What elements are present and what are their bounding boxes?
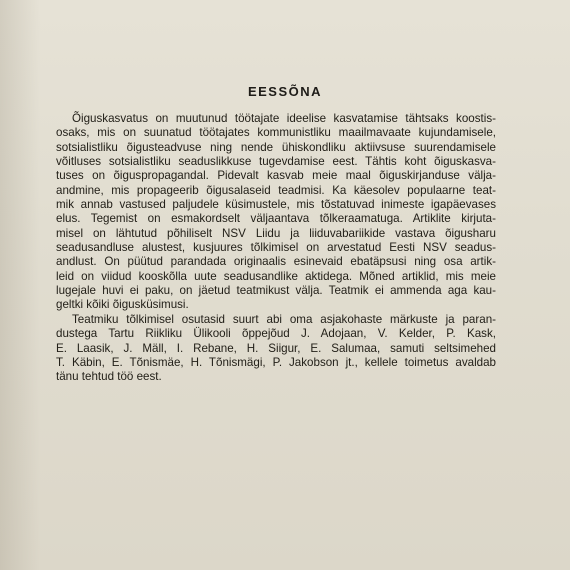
text-line: lugejale huvi ei paku, on jäetud teatmikust välja. Teatmik ei ammenda aga kau- <box>56 284 496 298</box>
text-line: E. Laasik, J. Mäll, I. Rebane, H. Siigur, E. Salumaa, samuti seltsimehed <box>56 341 496 355</box>
text-line: võitluses sotsialistliku seaduslikkuse tugevdamise eest. Tähtis koht õiguskasva- <box>56 155 496 169</box>
text-line: andmine, mis propageerib õigusalaseid teadmisi. Ka käesolev populaarne teat- <box>56 183 496 197</box>
text-line: leid on viidud kooskõlla uute seadusandlike aktidega. Mõned artiklid, mis meie <box>56 269 496 283</box>
text-line: elus. Tegemist on esmakordselt väljaantava tõlkeraamatuga. Artiklite kirjuta- <box>56 212 496 226</box>
text-line: geltki kõiki õigusküsimusi. <box>56 298 189 312</box>
text-line: tuses on õiguspropagandal. Pidevalt kasvab meie maal õiguskirjanduse välja- <box>56 169 496 183</box>
text-line: mik annab vastused paljudele küsimustele, mis tõstatuvad inimeste igapäevases <box>56 198 496 212</box>
text-line: T. Käbin, E. Tõnismäe, H. Tõnismägi, P. Jakobson jt., kellele toimetus avaldab <box>56 355 496 369</box>
text-line: sotsialistliku õigusteadvuse ning nende ühiskondliku aktiivsuse suurendamisele <box>56 140 496 154</box>
paragraph-2 <box>56 313 496 385</box>
text-line: Õiguskasvatus on muutunud töötajate ideelise kasvatamise tähtsaks koostis- <box>72 112 496 125</box>
page-title: EESSÕNA <box>247 84 323 99</box>
text-line: Teatmiku tõlkimisel osutasid suurt abi oma asjakohaste märkuste ja paran- <box>72 312 496 326</box>
body-text <box>56 112 496 385</box>
text-line: seadusandluse alustest, kusjuures tõlkimisel on arvestatud Eesti NSV seadus- <box>56 241 496 255</box>
text-line: dustega Tartu Riikliku Ülikooli õppejõud J. Adojaan, V. Kelder, P. Kask, <box>56 327 496 341</box>
paragraph-1 <box>56 112 496 313</box>
text-line: andlust. On püütud parandada originaalis esinevaid ebatäpsusi ning osa artik- <box>56 255 496 269</box>
text-line: misel on lähtutud põhiliselt NSV Liidu ja liiduvabariikide vastava õigusharu <box>56 226 496 240</box>
text-line: osaks, mis on suunatud töötajates kommunistliku maailmavaate kujundamisele, <box>56 126 496 140</box>
text-line: tänu tehtud töö eest. <box>56 370 162 384</box>
